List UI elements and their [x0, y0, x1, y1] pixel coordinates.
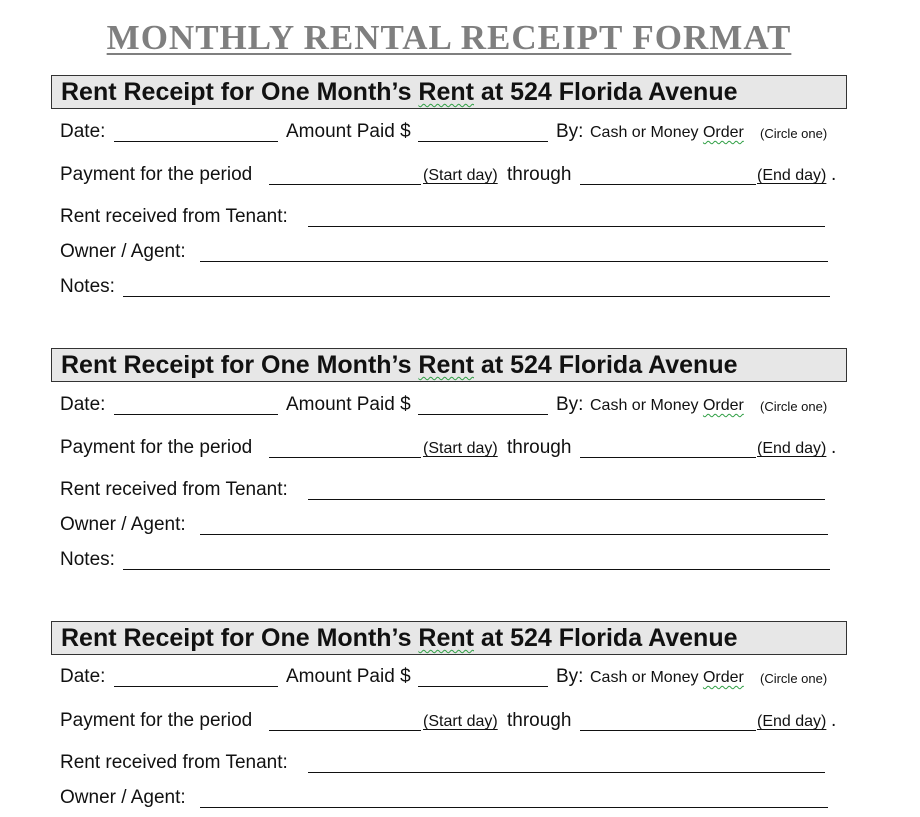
- payment-method-order: Order: [702, 397, 744, 414]
- period-label: Payment for the period: [60, 437, 253, 458]
- end-day-label: (End day): [757, 440, 827, 457]
- tenant-field[interactable]: [308, 477, 825, 500]
- end-period: .: [831, 710, 837, 731]
- start-day-field[interactable]: [269, 708, 421, 731]
- date-label: Date:: [60, 121, 106, 142]
- end-day-field[interactable]: [580, 162, 756, 185]
- amount-paid-field[interactable]: [418, 119, 548, 142]
- by-label: By:: [556, 394, 584, 415]
- notes-label: Notes:: [60, 549, 115, 570]
- header-text-rent: Rent: [418, 78, 474, 106]
- tenant-field[interactable]: [308, 204, 825, 227]
- header-text-address: at 524 Florida Avenue: [473, 624, 738, 652]
- payment-method-order: Order: [702, 669, 744, 686]
- page-title: MONTHLY RENTAL RECEIPT FORMAT: [106, 18, 792, 57]
- circle-one-note: (Circle one): [760, 126, 828, 141]
- start-day-label: (Start day): [423, 713, 498, 730]
- tenant-label: Rent received from Tenant:: [60, 479, 288, 500]
- header-text: Rent Receipt for One Month’s: [61, 78, 419, 106]
- date-field[interactable]: [114, 664, 278, 687]
- tenant-label: Rent received from Tenant:: [60, 752, 288, 773]
- header-text: Rent Receipt for One Month’s: [61, 624, 419, 652]
- payment-method-options: [590, 665, 744, 691]
- end-day-label: (End day): [757, 167, 827, 184]
- amount-paid-label: Amount Paid $: [286, 666, 411, 687]
- start-day-label: (Start day): [423, 440, 498, 457]
- notes-label: Notes:: [60, 276, 115, 297]
- date-field[interactable]: [114, 119, 278, 142]
- amount-paid-label: Amount Paid $: [286, 121, 411, 142]
- receipt-header: [51, 348, 847, 382]
- through-label: through: [507, 710, 572, 731]
- receipt-2: [0, 348, 920, 588]
- amount-paid-label: Amount Paid $: [286, 394, 411, 415]
- payment-method-options: [590, 120, 744, 146]
- circle-one-note: (Circle one): [760, 671, 828, 686]
- through-label: through: [507, 437, 572, 458]
- by-label: By:: [556, 121, 584, 142]
- amount-paid-field[interactable]: [418, 392, 548, 415]
- receipt-3: [0, 621, 920, 817]
- circle-one-note: (Circle one): [760, 399, 828, 414]
- through-label: through: [507, 164, 572, 185]
- owner-field[interactable]: [200, 512, 828, 535]
- owner-label: Owner / Agent:: [60, 787, 186, 808]
- by-label: By:: [556, 666, 584, 687]
- header-text-address: at 524 Florida Avenue: [473, 351, 738, 379]
- date-field[interactable]: [114, 392, 278, 415]
- end-period: .: [831, 164, 837, 185]
- date-label: Date:: [60, 394, 106, 415]
- payment-method-options: [590, 393, 744, 419]
- header-text-rent: Rent: [418, 624, 474, 652]
- payment-method-text: Cash or Money: [590, 397, 703, 414]
- period-label: Payment for the period: [60, 164, 253, 185]
- header-text-address: at 524 Florida Avenue: [473, 78, 738, 106]
- header-text: Rent Receipt for One Month’s: [61, 351, 419, 379]
- period-label: Payment for the period: [60, 710, 253, 731]
- end-day-label: (End day): [757, 713, 827, 730]
- payment-method-text: Cash or Money: [590, 669, 703, 686]
- owner-field[interactable]: [200, 239, 828, 262]
- payment-method-text: Cash or Money: [590, 124, 703, 141]
- notes-field[interactable]: [123, 547, 830, 570]
- end-period: .: [831, 437, 837, 458]
- start-day-field[interactable]: [269, 435, 421, 458]
- payment-method-order: Order: [702, 124, 744, 141]
- amount-paid-field[interactable]: [418, 664, 548, 687]
- end-day-field[interactable]: [580, 708, 756, 731]
- owner-label: Owner / Agent:: [60, 514, 186, 535]
- date-label: Date:: [60, 666, 106, 687]
- receipt-header: [51, 75, 847, 109]
- header-text-rent: Rent: [418, 351, 474, 379]
- start-day-label: (Start day): [423, 167, 498, 184]
- receipt-1: [0, 75, 920, 315]
- start-day-field[interactable]: [269, 162, 421, 185]
- tenant-field[interactable]: [308, 750, 825, 773]
- notes-field[interactable]: [123, 274, 830, 297]
- owner-field[interactable]: [200, 785, 828, 808]
- owner-label: Owner / Agent:: [60, 241, 186, 262]
- receipt-header: [51, 621, 847, 655]
- tenant-label: Rent received from Tenant:: [60, 206, 288, 227]
- end-day-field[interactable]: [580, 435, 756, 458]
